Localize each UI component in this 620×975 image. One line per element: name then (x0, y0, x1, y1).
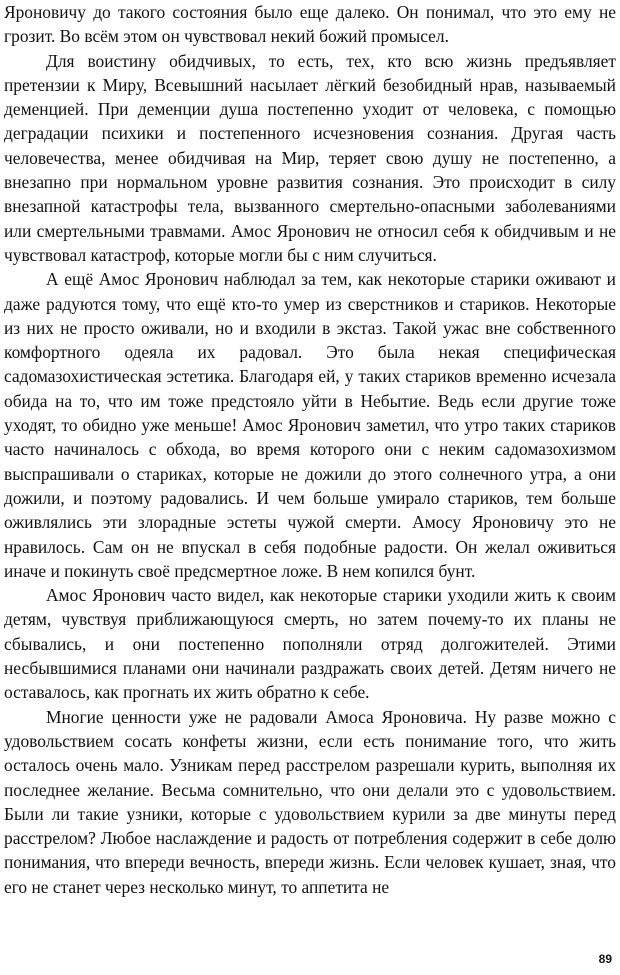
paragraph-5: Многие ценности уже не радовали Амоса Яроновича. Ну разве можно с удовольствием сосать конфеты жизни, если есть понимание того, что жить осталось очень мало. Узникам перед расстрелом разрешали курить, выполняя их последнее желание. Весьма сомнительно, что они делали это с удовольствием. Были ли такие узники, которые с удовольствием курили за две минуты перед расстрелом? Любое наслаждение и радость от потребления содержит в себе долю понимания, что впереди вечность, впереди жизнь. Если человек кушает, зная, что его не станет через несколько минут, то аппетита не (4, 706, 616, 897)
body-text (4, 0, 616, 899)
paragraph-2: Для воистину обидчивых, то есть, тех, кто всю жизнь предъявляет претензии к Миру, Всевышний насылает лёгкий безобидный нрав, называемый деменцией. При деменции душа постепенно уходит от человека, с помощью деградации психики и постепенного исчезновения сознания. Другая часть человечества, менее обидчивая на Мир, теряет свою душу не постепенно, а внезапно при нормальном уровне развития сознания. Это происходит в силу внезапной катастрофы тела, вызванного смертельно-опасными заболеваниями или смертельными травмами. Амос Яронович не относил себя к обидчивым и не чувствовал катастроф, которые могли бы с ним случиться. (4, 50, 616, 265)
paragraph-3: А ещё Амос Яронович наблюдал за тем, как некоторые старики оживают и даже радуются тому, что ещё кто-то умер из сверстников и стариков. Некоторые из них не просто оживали, но и входили в экстаз. Такой ужас вне собственного комфортного одеяла их радовал. Это была некая специфическая садомазохистическая эстетика. Благодаря ей, у таких стариков временно исчезала обида на то, что им тоже предстояло уйти в Небытие. Ведь если другие тоже уходят, то обидно уже меньше! Амос Яронович заметил, что утро таких стариков часто начиналось с обхода, во время которого они с неким садомазохизмом выспрашивали о стариках, которые не дожили до этого солнечного утра, а они дожили, и поэтому радовались. И чем больше умирало стариков, тем больше оживлялись эти злорадные эстеты чужой смерти. Амосу Яроновичу это не нравилось. Сам он не впускал в себя подобные радости. Он желал оживиться иначе и покинуть своё предсмертное ложе. В нем копился бунт. (4, 269, 616, 581)
paragraph-1: Яроновичу до такого состояния было еще далеко. Он понимал, что это ему не грозит. Во всём этом он чувствовал некий божий промысел. (4, 2, 616, 47)
page-number: 89 (598, 952, 612, 966)
paragraph-4: Амос Яронович часто видел, как некоторые старики уходили жить к своим детям, чувствуя приближающуюся смерть, но затем почему-то их планы не сбывались, и они постепенно пополняли отряд долгожителей. Этими несбывшимися планами они начинали раздражать своих детей. Детям ничего не оставалось, как прогнать их жить обратно к себе. (4, 585, 616, 703)
